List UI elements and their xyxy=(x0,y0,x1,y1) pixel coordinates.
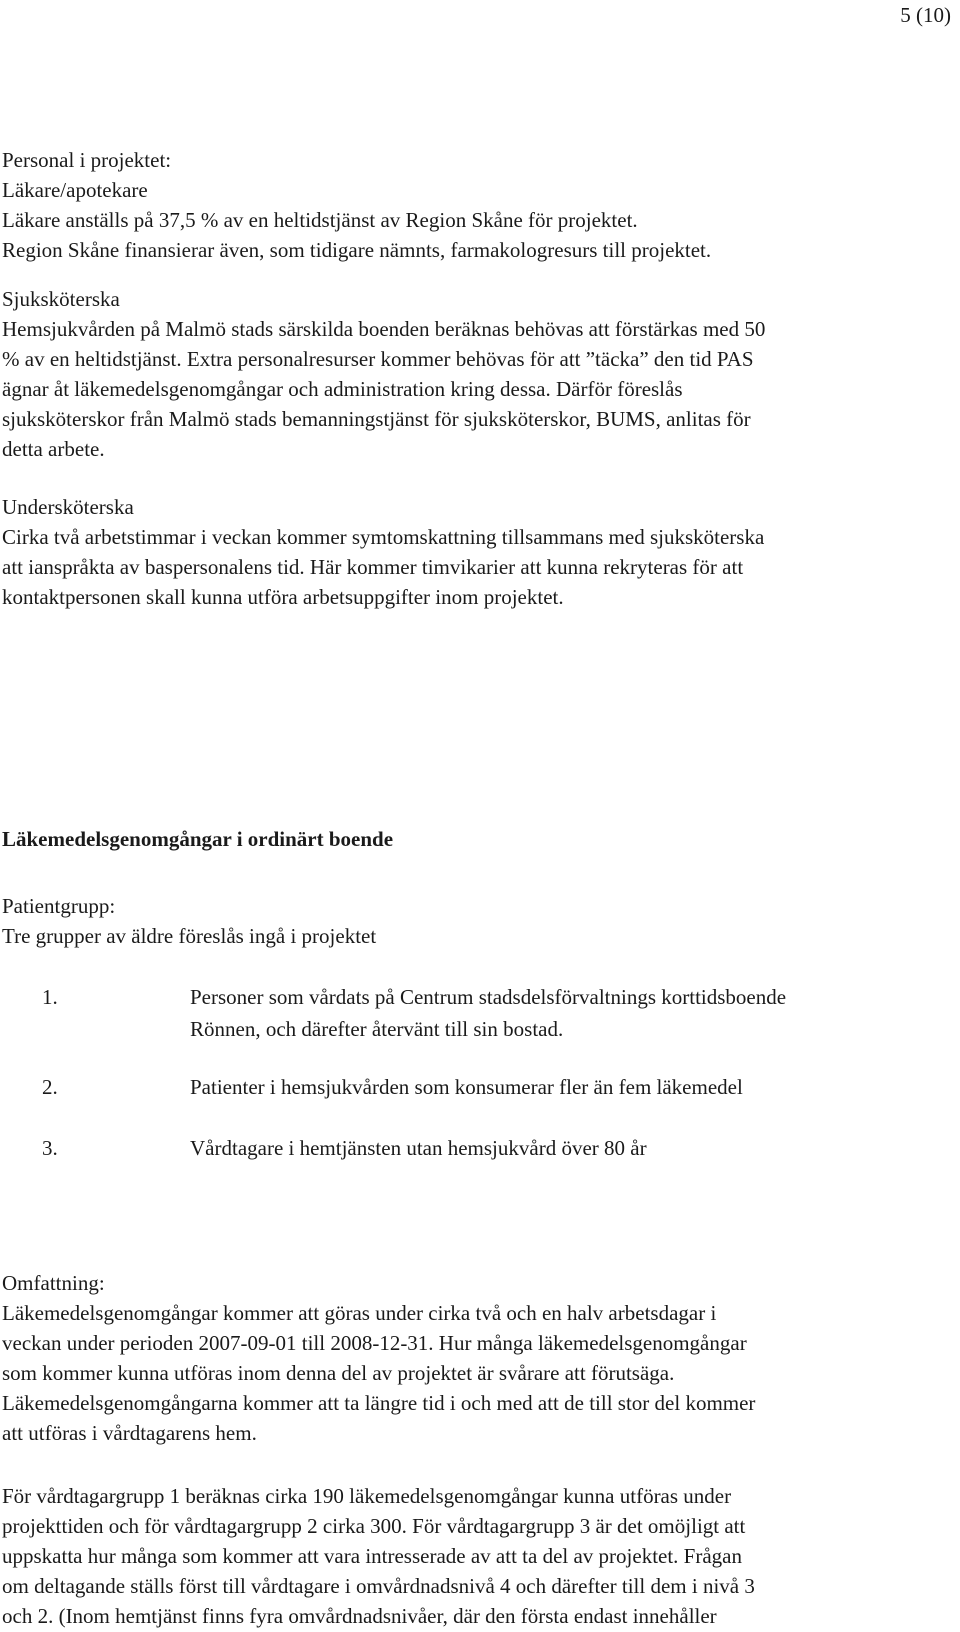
usk-line-2: att ianspråkta av baspersonalens tid. Här kommer timvikarier att kunna rekryteras för att xyxy=(2,555,744,579)
vardtagargrupp-paragraph xyxy=(2,1481,952,1631)
personal-title: Personal i projektet: xyxy=(2,148,172,172)
list-item-text: Vårdtagare i hemtjänsten utan hemsjukvård över 80 år xyxy=(190,1136,647,1160)
grp-line-2: projekttiden och för vårdtagargrupp 2 cirka 300. För vårdtagargrupp 3 är det omöjligt att xyxy=(2,1514,746,1538)
grp-line-3: uppskatta hur många som kommer att vara intresserade av att ta del av projektet. Frågan xyxy=(2,1544,742,1568)
omfattning-section xyxy=(2,1268,952,1448)
usk-line-3: kontaktpersonen skall kunna utföra arbetsuppgifter inom projektet. xyxy=(2,585,564,609)
omfattning-line-4: Läkemedelsgenomgångarna kommer att ta längre tid i och med att de till stor del kommer xyxy=(2,1391,756,1415)
omfattning-line-3: som kommer kunna utföras inom denna del av projektet är svårare att förutsäga. xyxy=(2,1361,675,1385)
omfattning-label: Omfattning: xyxy=(2,1271,105,1295)
lakare-line-2: Region Skåne finansierar även, som tidigare nämnts, farmakologresurs till projektet. xyxy=(2,238,712,262)
grp-line-5: och 2. (Inom hemtjänst finns fyra omvårdnadsnivåer, där den första endast innehåller xyxy=(2,1604,717,1628)
list-item-line: Personer som vårdats på Centrum stadsdelsförvaltnings korttidsboende xyxy=(190,985,787,1009)
grp-line-4: om deltagande ställs först till vårdtagare i omvårdnadsnivå 4 och därefter till dem i nivå 3 xyxy=(2,1574,755,1598)
section-heading: Läkemedelsgenomgångar i ordinärt boende xyxy=(2,827,394,851)
list-item-number: 2. xyxy=(42,1075,58,1099)
usk-line-1: Cirka två arbetstimmar i veckan kommer symtomskattning tillsammans med sjuksköterska xyxy=(2,525,765,549)
sjukskoterska-section xyxy=(2,284,952,464)
omfattning-line-2: veckan under perioden 2007-09-01 till 2008-12-31. Hur många läkemedelsgenomgångar xyxy=(2,1331,747,1355)
list-item-line: Rönnen, och därefter återvänt till sin bostad. xyxy=(190,1017,564,1041)
underskoterska-section xyxy=(2,492,952,612)
ssk-line-5: detta arbete. xyxy=(2,437,105,461)
usk-heading: Undersköterska xyxy=(2,495,134,519)
page-number: 5 (10) xyxy=(900,3,951,27)
list-item-text xyxy=(190,981,950,1045)
patientgrupp-block xyxy=(2,891,952,951)
ssk-line-3: ägnar åt läkemedelsgenomgångar och administration kring dessa. Därför föreslås xyxy=(2,377,683,401)
personal-section xyxy=(2,145,952,265)
omfattning-line-1: Läkemedelsgenomgångar kommer att göras under cirka två och en halv arbetsdagar i xyxy=(2,1301,717,1325)
ssk-line-1: Hemsjukvården på Malmö stads särskilda boenden beräknas behövas att förstärkas med 50 xyxy=(2,317,766,341)
ssk-heading: Sjuksköterska xyxy=(2,287,120,311)
ssk-line-4: sjuksköterskor från Malmö stads bemanningstjänst för sjuksköterskor, BUMS, anlitas för xyxy=(2,407,751,431)
list-item-number: 3. xyxy=(42,1136,58,1160)
lakare-line-1: Läkare anställs på 37,5 % av en heltidstjänst av Region Skåne för projektet. xyxy=(2,208,638,232)
patientgrupp-label: Patientgrupp: xyxy=(2,894,116,918)
ssk-line-2: % av en heltidstjänst. Extra personalresurser kommer behövas för att ”täcka” den tid PAS xyxy=(2,347,754,371)
lakare-heading: Läkare/apotekare xyxy=(2,178,148,202)
grp-line-1: För vårdtagargrupp 1 beräknas cirka 190 läkemedelsgenomgångar kunna utföras under xyxy=(2,1484,732,1508)
list-item-text: Patienter i hemsjukvården som konsumerar fler än fem läkemedel xyxy=(190,1075,743,1099)
patientgrupp-text: Tre grupper av äldre föreslås ingå i projektet xyxy=(2,924,377,948)
omfattning-line-5: att utföras i vårdtagarens hem. xyxy=(2,1421,257,1445)
list-item-number: 1. xyxy=(42,985,58,1009)
